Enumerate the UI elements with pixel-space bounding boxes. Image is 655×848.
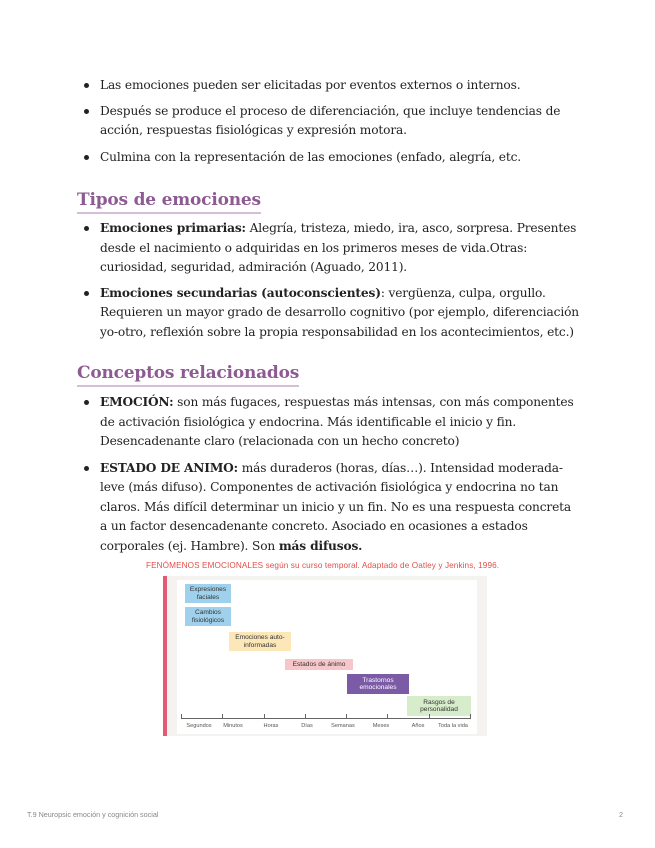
term-label: ESTADO DE ANIMO: bbox=[100, 460, 238, 475]
figure-caption: FENÓMENOS EMOCIONALES según su curso temporal. Adaptado de Oatley y Jenkins, 1996. bbox=[146, 561, 500, 570]
time-axis bbox=[181, 718, 471, 719]
figure-canvas bbox=[177, 580, 477, 734]
footer-title: T.9 Neuropsic emoción y cognición social bbox=[27, 810, 159, 819]
axis-tick bbox=[346, 714, 347, 719]
page-number: 2 bbox=[619, 810, 623, 819]
term-description: son más fugaces, respuestas más intensas, con más componentes de activación fisiológica y endocrina. Más identificable el inicio y fin. Desencadenante claro (relacionada con un hecho concreto) bbox=[100, 395, 574, 448]
list-item bbox=[80, 393, 580, 452]
axis-label: Semanas bbox=[331, 723, 355, 729]
term-description: más duraderos (horas, días…). Intensidad moderada-leve (más difuso). Componentes de activación fisiológica y endocrina no tan claros. Más difícil determinar un inicio y un fin. No es una respuesta concreta a un factor desencadenante concreto. Asociado en ocasiones a estados corporales (ej. Hambre). Son bbox=[100, 460, 572, 553]
axis-label: Años bbox=[411, 723, 425, 729]
axis-tick bbox=[305, 714, 306, 719]
conceptos-bullet-list bbox=[80, 393, 580, 556]
axis-tick bbox=[222, 714, 223, 719]
axis-tick bbox=[387, 714, 388, 719]
list-item-text: Culmina con la representación de las emociones (enfado, alegría, etc. bbox=[100, 149, 521, 164]
axis-label: Minutos bbox=[223, 723, 243, 729]
axis-tick bbox=[470, 714, 471, 719]
bar-trastornos: Trastornos emocionales bbox=[347, 674, 409, 694]
bar-rasgos: Rasgos de personalidad bbox=[407, 696, 471, 716]
bar-cambios: Cambios fisiológicos bbox=[185, 607, 231, 626]
bullet-icon bbox=[84, 83, 89, 88]
term-description: : vergüenza, culpa, orgullo. Requieren un mayor grado de desarrollo cognitivo (por ejemplo, diferenciación yo-otro, reflexión sobre la propia responsabilidad en los acontecimientos, etc.) bbox=[100, 285, 579, 339]
list-item bbox=[80, 219, 580, 278]
bar-expresiones: Expresiones faciales bbox=[185, 584, 231, 603]
bullet-icon bbox=[84, 466, 89, 471]
axis-label: Segundos bbox=[186, 723, 212, 729]
axis-label: Toda la vida bbox=[438, 723, 468, 729]
intro-bullet-list bbox=[80, 76, 580, 167]
bullet-icon bbox=[84, 226, 89, 231]
heading-underline bbox=[77, 212, 261, 214]
tipos-bullet-list bbox=[80, 219, 580, 342]
term-label: Emociones secundarias (autoconscientes) bbox=[100, 285, 381, 300]
bullet-icon bbox=[84, 400, 89, 405]
list-item bbox=[80, 102, 580, 141]
term-label: Emociones primarias: bbox=[100, 221, 246, 235]
list-item bbox=[80, 148, 580, 168]
list-item bbox=[80, 459, 580, 557]
axis-tick bbox=[181, 714, 182, 719]
emotional-phenomena-figure bbox=[163, 576, 487, 736]
axis-tick bbox=[264, 714, 265, 719]
section-heading-text: Tipos de emociones bbox=[77, 190, 261, 210]
list-item-text: Después se produce el proceso de diferenciación, que incluye tendencias de acción, respuestas fisiológicas y expresión motora. bbox=[100, 103, 561, 137]
axis-tick bbox=[429, 714, 430, 719]
heading-underline bbox=[77, 385, 299, 387]
section-heading-conceptos bbox=[77, 363, 299, 383]
term-emphasis: más difusos. bbox=[278, 538, 363, 553]
list-item-text: Las emociones pueden ser elicitadas por eventos externos o internos. bbox=[100, 78, 521, 92]
section-heading-tipos bbox=[77, 190, 261, 210]
bullet-icon bbox=[84, 291, 89, 296]
axis-label: Meses bbox=[372, 723, 390, 729]
bullet-icon bbox=[84, 155, 89, 160]
term-description: Alegría, tristeza, miedo, ira, asco, sorpresa. Presentes desde el nacimiento o adquiridas en los primeros meses de vida.Otras: curiosidad, seguridad, admiración (Aguado, 2011). bbox=[100, 221, 577, 274]
bullet-icon bbox=[84, 109, 89, 114]
axis-label: Días bbox=[301, 723, 313, 729]
list-item bbox=[80, 284, 580, 343]
bar-estados: Estados de ánimo bbox=[285, 659, 353, 670]
list-item bbox=[80, 76, 580, 96]
bar-emociones: Emociones auto-informadas bbox=[229, 632, 291, 651]
term-label: EMOCIÓN: bbox=[100, 395, 174, 409]
section-heading-text: Conceptos relacionados bbox=[77, 363, 300, 383]
axis-label: Horas bbox=[263, 723, 279, 729]
